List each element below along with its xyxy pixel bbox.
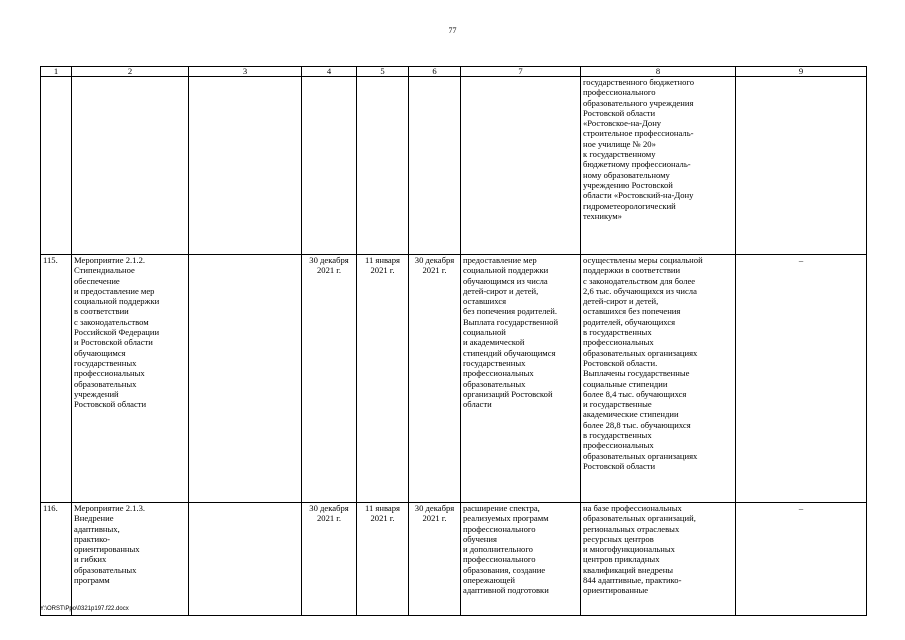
header-cell: 1 xyxy=(41,67,72,77)
row-number: 115. xyxy=(41,255,72,503)
page-number: 77 xyxy=(448,26,457,35)
cell-col6 xyxy=(409,77,461,255)
cell-col8: государственного бюджетного профессионального образовательного учреждения Ростовской области «Ростовское-на-Дону строительное профессиональ- ное училище № 20» к государственному бюджетному профессиональ- ному образовательному учреждению Ростовской области «Ростовский-на-Дону гидрометеорологический техникум» xyxy=(581,77,736,255)
cell-col3 xyxy=(189,503,302,616)
cell-col8: на базе профессиональных образовательных организаций, региональных отраслевых ресурсных центров и многофункциональных центров прикладных квалификаций внедрены 844 адаптивные, практико- ориентированные xyxy=(581,503,736,616)
cell-col3 xyxy=(189,77,302,255)
table-row xyxy=(41,503,867,616)
cell-col5 xyxy=(357,77,409,255)
row-number xyxy=(41,77,72,255)
cell-col4 xyxy=(302,77,357,255)
header-cell: 9 xyxy=(736,67,867,77)
cell-col3 xyxy=(189,255,302,503)
cell-col9: – xyxy=(736,255,867,503)
header-cell: 8 xyxy=(581,67,736,77)
cell-col8: осуществлены меры социальной поддержки в соответствии с законодательством для более 2,6 тыс. обучающихся из числа детей-сирот и детей, оставшихся без попечения родителей, обучающихся в государственных профессиональных образовательных организациях Ростовской области. Выплачены государственные социальные стипендии более 8,4 тыс. обучающихся и государственные академические стипендии более 28,8 тыс. обучающихся в государственных профессиональных образовательных организациях Ростовской области xyxy=(581,255,736,503)
measure-name: Мероприятие 2.1.2. Стипендиальное обеспечение и предоставление мер социальной поддержки в соответствии с законодательством Российской Федерации и Ростовской области обучающимся государственных профессиональных образовательных учреждений Ростовской области xyxy=(72,255,189,503)
cell-col7: предоставление мер социальной поддержки обучающимся из числа детей-сирот и детей, оставшихся без попечения родителей. Выплата государственной социальной и академической стипендий обучающимся государственных профессиональных образовательных организаций Ростовской области xyxy=(461,255,581,503)
header-cell: 6 xyxy=(409,67,461,77)
cell-col9: – xyxy=(736,503,867,616)
cell-col4: 30 декабря 2021 г. xyxy=(302,255,357,503)
table-header-row xyxy=(41,67,867,77)
cell-col6: 30 декабря 2021 г. xyxy=(409,503,461,616)
cell-col5: 11 января 2021 г. xyxy=(357,255,409,503)
table-row xyxy=(41,255,867,503)
header-cell: 4 xyxy=(302,67,357,77)
cell-col9 xyxy=(736,77,867,255)
header-cell: 2 xyxy=(72,67,189,77)
cell-col7 xyxy=(461,77,581,255)
row-number: 116. xyxy=(41,503,72,616)
table-row xyxy=(41,77,867,255)
measure-name xyxy=(72,77,189,255)
header-cell: 7 xyxy=(461,67,581,77)
cell-col4: 30 декабря 2021 г. xyxy=(302,503,357,616)
cell-col5: 11 января 2021 г. xyxy=(357,503,409,616)
cell-col7: расширение спектра, реализуемых программ профессионального обучения и дополнительного профессионального образования, создание опережающей адаптивной подготовки xyxy=(461,503,581,616)
cell-col6: 30 декабря 2021 г. xyxy=(409,255,461,503)
header-cell: 3 xyxy=(189,67,302,77)
header-cell: 5 xyxy=(357,67,409,77)
measure-name: Мероприятие 2.1.3. Внедрение адаптивных, практико- ориентированных и гибких образовательных программ xyxy=(72,503,189,616)
document-table xyxy=(40,66,867,616)
file-path-footer: Y:\ORST\Ppo\0321p197.f22.docx xyxy=(40,606,129,612)
